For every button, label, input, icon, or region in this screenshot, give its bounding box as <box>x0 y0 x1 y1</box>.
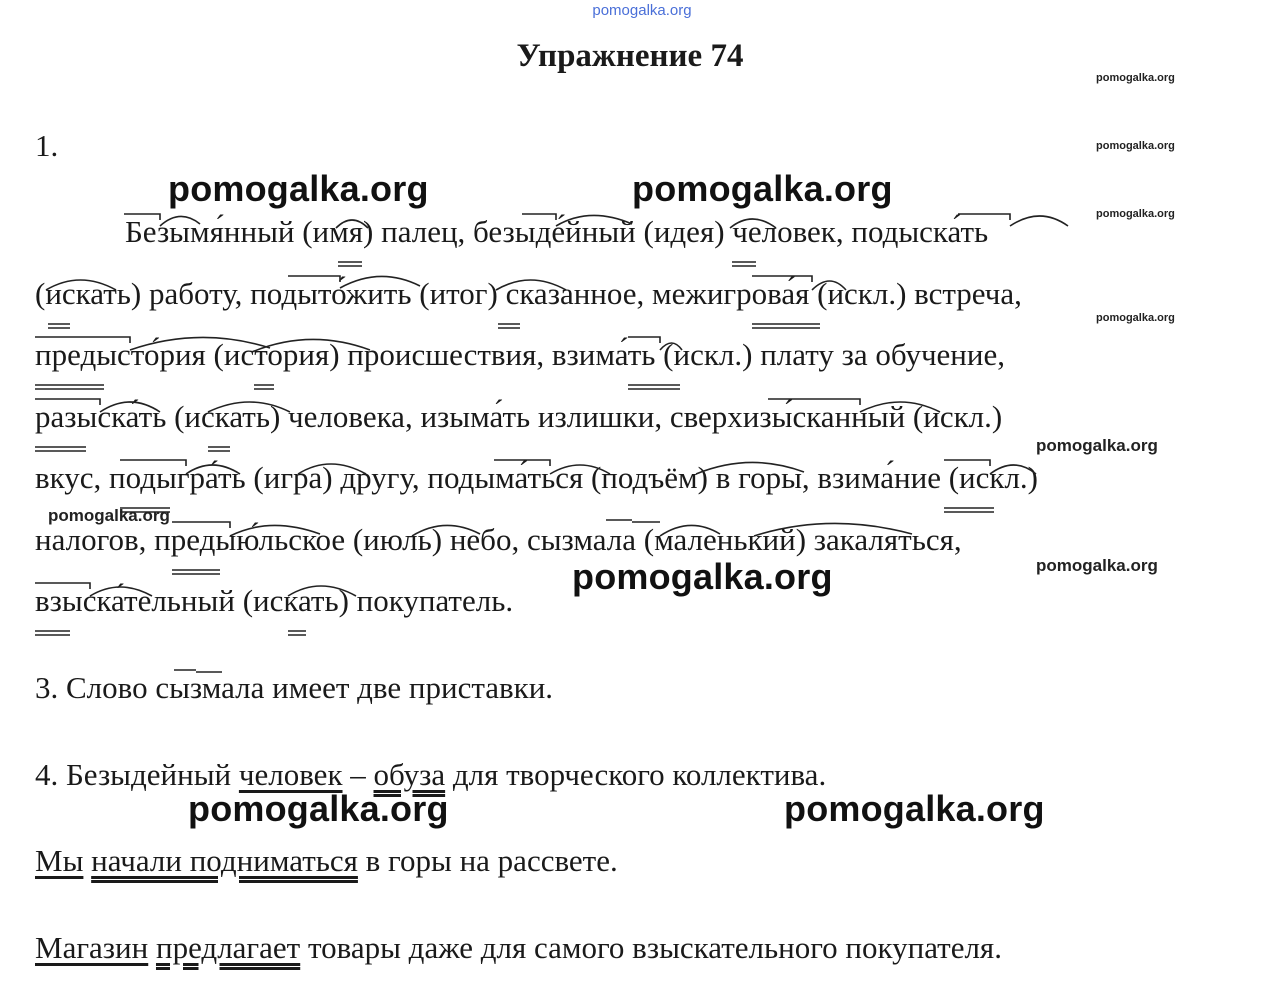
root-arc <box>208 402 290 412</box>
dash: – <box>350 757 366 792</box>
big-watermark: pomogalka.org <box>632 168 893 209</box>
root-arc <box>298 464 366 474</box>
side-watermark: pomogalka.org <box>1096 312 1175 324</box>
big-watermark: pomogalka.org <box>168 168 429 209</box>
sentence-rest: товары даже для самого взыскательного покупателя. <box>307 930 1002 965</box>
root-arc <box>100 402 160 412</box>
root-arc <box>336 220 368 228</box>
sentence-2 <box>35 843 618 879</box>
root-arc <box>230 525 320 536</box>
section-3-text: 3. Слово сызмала имеет две приставки. <box>35 670 554 705</box>
side-watermark: pomogalka.org <box>1096 140 1175 152</box>
subject: человек <box>238 757 343 792</box>
prefix-mark <box>120 460 186 466</box>
root-arc <box>1010 216 1068 226</box>
root-arc <box>696 462 804 474</box>
sentence-1 <box>35 757 826 793</box>
prefix-mark <box>522 214 556 220</box>
text-line: Безымя́нный (имя) палец, безыде́йный (идея) человек, подыска́ть <box>125 214 989 249</box>
sentence-start: 4. Безыдейный <box>35 757 232 792</box>
prefix-mark <box>35 583 90 589</box>
root-arc <box>252 339 370 352</box>
side-watermark: pomogalka.org <box>1036 436 1158 455</box>
root-arc <box>130 337 270 350</box>
prefix-mark <box>172 522 230 528</box>
root-arc <box>660 343 682 350</box>
prefix-mark <box>288 276 340 282</box>
big-watermark: pomogalka.org <box>572 556 833 597</box>
predicate: начали подниматься <box>91 843 358 878</box>
root-arc <box>556 215 632 226</box>
sentence-3 <box>35 930 1002 966</box>
prefix-mark <box>35 337 130 343</box>
text-line: (искать) работу, подыто́жить (итог) сказанное, межигрова́я (искл.) встреча, <box>35 276 1022 311</box>
root-arc <box>288 586 356 596</box>
prefix-mark <box>752 276 812 282</box>
subject: Мы <box>35 843 84 878</box>
root-arc <box>660 525 720 536</box>
site-watermark-top: pomogalka.org <box>592 2 692 19</box>
text-line: вкус, подыгра́ть (игра) другу, подыма́ться (подъём) в горы, взима́ние (искл.) <box>35 460 1039 495</box>
root-arc <box>160 216 200 226</box>
root-arc <box>860 402 940 412</box>
subject: Магазин <box>35 930 149 965</box>
sentence-rest: для творческого коллектива. <box>452 757 827 792</box>
prefix-mark <box>768 399 860 405</box>
predicate: обуза <box>373 757 446 792</box>
prefix-mark <box>494 460 550 466</box>
root-arc <box>340 276 420 288</box>
prefix-mark <box>958 214 1010 220</box>
section-number: 1. <box>35 128 59 163</box>
text-line: предысто́рия (история) происшествия, взима́ть (искл.) плату за обучение, <box>35 337 1005 372</box>
predicate: предлагает <box>155 930 301 965</box>
root-arc <box>90 587 152 596</box>
side-watermark: pomogalka.org <box>48 506 170 525</box>
exercise-title: Упражнение 74 <box>516 38 744 74</box>
root-arc <box>46 280 116 290</box>
root-arc <box>730 219 776 228</box>
big-watermark: pomogalka.org <box>188 788 449 829</box>
prefix-mark <box>124 214 160 220</box>
root-arc <box>496 280 566 290</box>
root-arc <box>990 465 1036 474</box>
root-arc <box>550 465 610 474</box>
text-line: разыска́ть (искать) человека, изыма́ть излишки, сверхизы́сканный (искл.) <box>35 399 1003 434</box>
root-arc <box>412 525 480 536</box>
prefix-mark <box>628 337 660 343</box>
text-line: взыска́тельный (искать) покупатель. <box>35 583 514 618</box>
side-watermark: pomogalka.org <box>1036 556 1158 575</box>
root-arc <box>812 281 846 290</box>
text-line: налогов, предыю́льское (июль) небо, сызмала (маленький) закаляться, <box>35 522 962 557</box>
big-watermark: pomogalka.org <box>784 788 1045 829</box>
root-arc <box>186 465 240 474</box>
root-arc <box>754 523 912 536</box>
sentence-rest: в горы на рассвете. <box>365 843 618 878</box>
prefix-mark <box>35 399 100 405</box>
side-watermark: pomogalka.org <box>1096 72 1175 84</box>
prefix-mark <box>944 460 990 466</box>
side-watermark: pomogalka.org <box>1096 208 1175 220</box>
